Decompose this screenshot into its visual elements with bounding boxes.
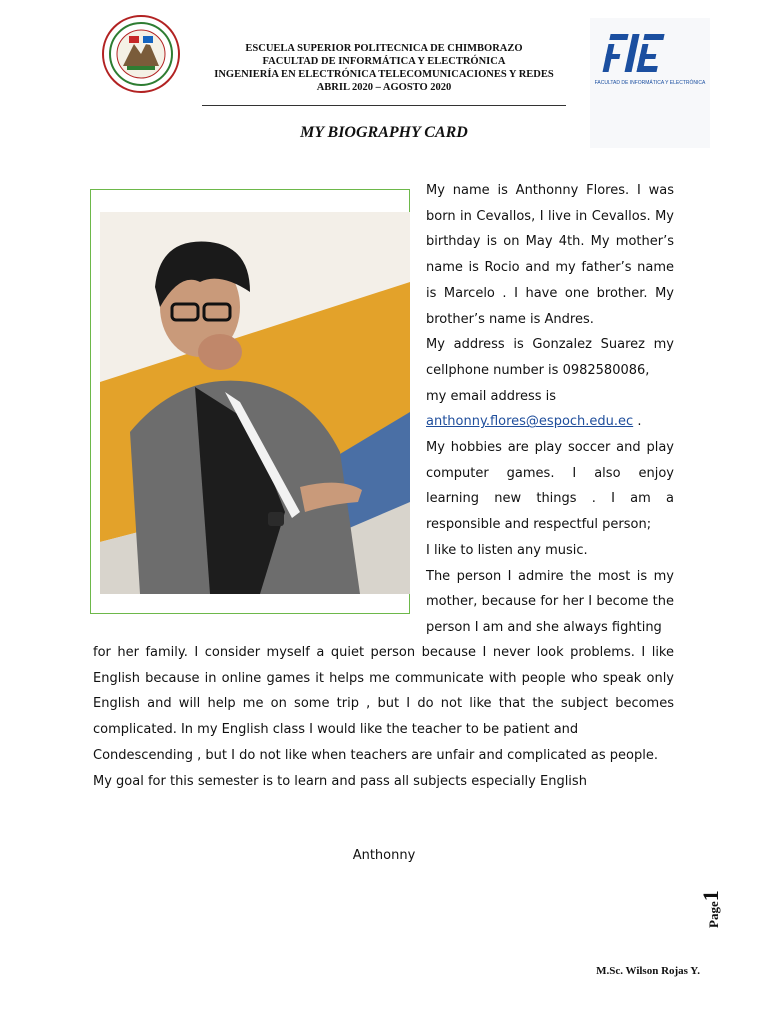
header-divider — [202, 105, 566, 106]
page-number — [698, 880, 748, 930]
bio-address-line: My address is Gonzalez Suarez my cellphone number is 0982580086, — [426, 337, 674, 378]
page-label: Page — [706, 901, 721, 928]
student-portrait-photo — [100, 212, 410, 594]
program-name: INGENIERÍA EN ELECTRÓNICA TELECOMUNICACIONES Y REDES — [214, 69, 554, 80]
email-suffix: . — [633, 414, 642, 430]
bio-goal-line: My goal for this semester is to learn and pass all subjects especially English — [93, 773, 587, 789]
document-title: MY BIOGRAPHY CARD — [300, 124, 468, 141]
institution-name: ESCUELA SUPERIOR POLITECNICA DE CHIMBORAZO — [245, 43, 523, 54]
bio-admire-paragraph: The person I admire the most is my mother, because for her I become the person I am and she always fighting — [426, 568, 674, 635]
biography-right-column — [426, 178, 674, 641]
bio-family-paragraph: for her family. I consider myself a quiet person because I never look problems. I like English because in online games it helps me communicate with people who speak only English and will help me on some trip , but I do not like that the subject becomes complicated. In my English class I would like the teacher to be patient and — [93, 645, 674, 738]
biography-bottom-section — [93, 640, 674, 794]
term-dates: ABRIL 2020 – AGOSTO 2020 — [316, 82, 452, 93]
bio-hobbies-paragraph: My hobbies are play soccer and play computer games. I also enjoy learning new things . I am a responsible and respectful person; — [426, 440, 674, 533]
teacher-name: M.Sc. Wilson Rojas Y. — [596, 965, 700, 977]
page-number-value: 1 — [698, 890, 723, 902]
bio-music-line: I like to listen any music. — [426, 542, 588, 558]
email-link[interactable]: anthonny.flores@espoch.edu.ec — [426, 414, 634, 430]
student-signature: Anthonny — [352, 848, 416, 863]
bio-email-label: my email address is — [426, 388, 557, 404]
bio-condescending-line: Condescending , but I do not like when teachers are unfair and complicated as people. — [93, 747, 658, 763]
bio-intro-paragraph: My name is Anthonny Flores. I was born in Cevallos, I live in Cevallos. My birthday is on May 4th. My mother’s name is Rocio and my father’s name is Marcelo . I have one brother. My brother’s name is Andres. — [426, 183, 674, 327]
bio-email-line — [426, 409, 674, 435]
institution-header — [186, 42, 582, 94]
espoch-seal-logo — [101, 14, 181, 94]
faculty-name: FACULTAD DE INFORMÁTICA Y ELECTRÓNICA — [262, 56, 506, 67]
svg-text:FACULTAD DE INFORMÁTICA Y ELEC: FACULTAD DE INFORMÁTICA Y ELECTRÓNICA — [594, 80, 706, 86]
document-header — [0, 0, 768, 120]
